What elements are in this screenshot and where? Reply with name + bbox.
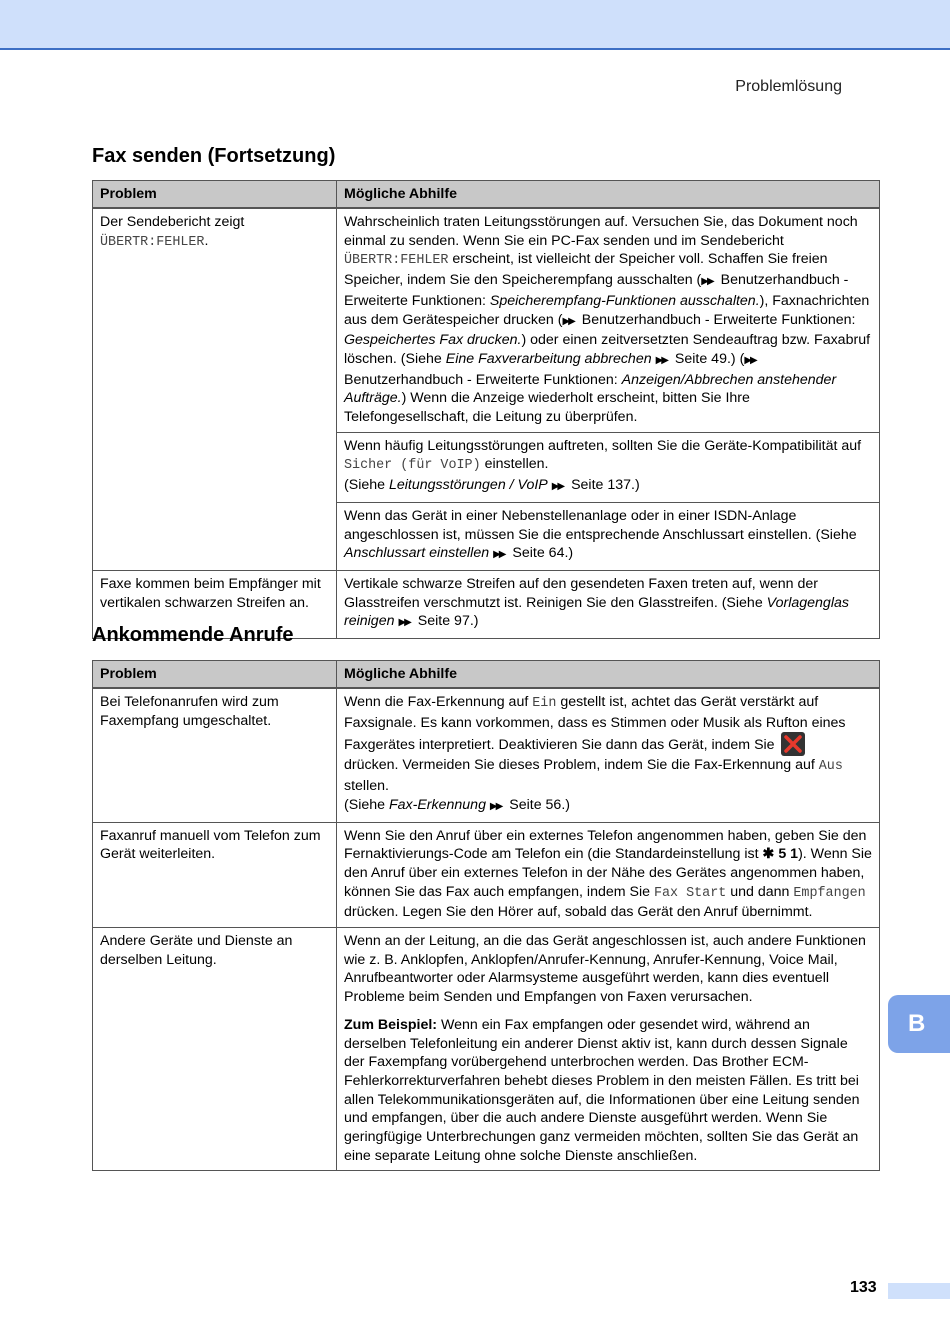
reference-link[interactable]: Anzeigen/Abbrechen anstehender Aufträge.: [344, 371, 837, 407]
double-arrow-icon: ▶▶: [493, 549, 505, 561]
lcd-message: ÜBERTR:FEHLER: [100, 234, 205, 250]
remedy-text: Seite 97.): [417, 613, 479, 630]
remedy-paragraph: Wenn an der Leitung, an die das Gerät angeschlossen ist, auch andere Funktionen wie z. B. Anklopfen, Anklopfen/Anrufer-Kennung, Anrufer-Kennung, Voice Mail, Anrufbeantworter oder Alarmsysteme ausgeführt werden, kann dies eventuell Probleme beim Senden und Empfangen von Faxen verursachen.: [344, 933, 866, 1006]
remedy-text: drücken. Legen Sie den Hörer auf, sobald das Gerät den Anruf übernimmt.: [344, 904, 813, 921]
double-arrow-icon: ▶▶: [701, 276, 713, 288]
remedy-cell: [337, 570, 880, 638]
remedy-text: Seite 137.): [571, 477, 640, 494]
remedy-text: drücken. Vermeiden Sie dieses Problem, indem Sie die Fax-Erkennung auf: [344, 757, 815, 774]
remedy-text: erscheint, ist vielleicht der Speicher voll. Schaffen Sie freien Speicher, indem Sie den Speicherempfang ausschalten (: [344, 251, 828, 289]
remedy-text: Benutzerhandbuch - Erweiterte Funktionen:: [581, 311, 856, 328]
example-label: Zum Beispiel:: [344, 1016, 438, 1033]
problem-cell: Bei Telefonanrufen wird zum Faxempfang umgeschaltet.: [93, 688, 337, 822]
remedy-text: Benutzerhandbuch - Erweiterte Funktionen:: [344, 272, 849, 309]
remedy-text: Wenn die Fax-Erkennung auf: [344, 694, 529, 710]
reference-link[interactable]: Gespeichertes Fax drucken.: [344, 332, 522, 349]
reference-link[interactable]: Vorlagenglas reinigen: [344, 594, 849, 630]
remedy-text: Seite 64.): [512, 545, 574, 562]
reference-link[interactable]: Eine Faxverarbeitung abbrechen: [445, 350, 652, 367]
setting-value: Ein: [532, 696, 557, 711]
page-number: 133: [850, 1279, 877, 1296]
reference-link[interactable]: Speicherempfang-Funktionen ausschalten.: [489, 292, 760, 309]
column-header-problem: Problem: [93, 181, 337, 209]
section-title-fax-senden: Fax senden (Fortsetzung): [92, 145, 336, 167]
remedy-text: Wahrscheinlich traten Leitungsstörungen auf. Versuchen Sie, das Dokument noch einmal zu senden. Wenn Sie ein PC-Fax senden und im Sendebericht: [344, 214, 858, 249]
remedy-text: (Siehe: [344, 796, 386, 813]
troubleshooting-table-ankommende-anrufe: [92, 660, 880, 1171]
button-name: Empfangen: [793, 885, 866, 901]
activation-code: ✱ 5 1: [762, 846, 799, 863]
remedy-text: einstellen.: [484, 456, 549, 473]
remedy-cell: [337, 208, 880, 432]
remedy-paragraph: [344, 1016, 872, 1166]
reference-link[interactable]: Fax-Erkennung: [388, 796, 486, 813]
remedy-text: Wenn das Gerät in einer Nebenstellenanlage oder in einer ISDN-Anlage angeschlossen ist, müssen Sie die entsprechende Anschlussart einstellen. (Siehe: [344, 507, 857, 543]
remedy-text: Seite 56.): [509, 796, 570, 813]
running-header: Problemlösung: [735, 78, 842, 95]
column-header-remedy: Mögliche Abhilfe: [337, 181, 880, 209]
problem-cell: Faxe kommen beim Empfänger mit vertikalen schwarzen Streifen an.: [93, 570, 337, 638]
remedy-text: Seite 49.) (: [674, 350, 745, 367]
button-name: Fax Start: [653, 885, 727, 901]
double-arrow-icon: ▶▶: [744, 354, 756, 366]
table-header-row: [93, 181, 880, 209]
table-header-row: [93, 661, 880, 689]
remedy-text: Wenn häufig Leitungsstörungen auftreten, sollten Sie die Geräte-Kompatibilität auf: [344, 437, 862, 454]
double-arrow-icon: ▶▶: [489, 800, 502, 812]
double-arrow-icon: ▶▶: [655, 354, 667, 366]
top-banner: [0, 0, 950, 50]
remedy-cell: [337, 928, 880, 1171]
problem-cell: Der Sendebericht zeigt ÜBERTR:FEHLER.: [93, 208, 337, 570]
reference-link[interactable]: Leitungsstörungen / VoIP: [388, 477, 548, 494]
column-header-problem: Problem: [93, 661, 337, 689]
setting-value: Sicher (für VoIP): [344, 458, 481, 474]
remedy-text: ), Faxnachrichten aus dem Gerätespeicher drucken (: [344, 292, 870, 328]
double-arrow-icon: ▶▶: [551, 481, 564, 493]
column-header-remedy: Mögliche Abhilfe: [337, 661, 880, 689]
remedy-cell: [337, 502, 880, 570]
reference-link[interactable]: Anschlussart einstellen: [344, 545, 490, 562]
table-row: [93, 822, 880, 928]
remedy-cell: [337, 688, 880, 822]
remedy-text: und dann: [730, 883, 790, 900]
remedy-text: Vertikale schwarze Streifen auf den gesendeten Faxen treten auf, wenn der Glasstreifen verschmutzt ist. Reinigen Sie den Glasstreifen. (Siehe: [344, 575, 818, 611]
problem-cell: Faxanruf manuell vom Telefon zum Gerät weiterleiten.: [93, 822, 337, 928]
lcd-message: ÜBERTR:FEHLER: [344, 253, 449, 269]
troubleshooting-table-fax-senden: [92, 180, 880, 639]
remedy-text: Wenn ein Fax empfangen oder gesendet wird, während an derselben Telefonleitung ein anderer Dienst aktiv ist, kann durch dessen Signale der Faxempfang vorübergehend unterbrochen werden. Das Brother ECM-Fehlerkorrekturverfahren behebt dieses Problem in den meisten Fällen. Es tritt bei allen Telekommunikationsgeräten auf, die Informationen über eine Leitung senden und empfangen, über die auch andere Dienste ausgeführt werden. Wenn Sie geringfügige Unterbrechungen ganz vermeiden möchten, sollten Sie das Gerät an eine separate Leitung ohne solche Dienste anschließen.: [344, 1016, 860, 1164]
chapter-tab[interactable]: B: [888, 995, 950, 1053]
remedy-text: (Siehe: [344, 477, 386, 494]
problem-cell: Andere Geräte und Dienste an derselben Leitung.: [93, 928, 337, 1171]
remedy-text: stellen.: [344, 778, 389, 795]
remedy-text: ) oder einen zeitversetzten Sendeauftrag bzw. Faxabruf löschen. (Siehe: [344, 332, 871, 367]
setting-value: Aus: [818, 759, 843, 775]
remedy-text: ). Wenn Sie den Anruf über ein externes Telefon in der Nähe des Gerätes angenommen haben, können Sie das Fax auch empfangen, indem Sie: [344, 846, 872, 900]
page-number-bar: [888, 1283, 950, 1299]
table-row: [93, 928, 880, 1171]
section-title-ankommende-anrufe: Ankommende Anrufe: [92, 624, 294, 646]
remedy-text: Wenn Sie den Anruf über ein externes Telefon angenommen haben, geben Sie den Fernaktivierungs-Code am Telefon ein (die Standardeinstellung ist: [344, 827, 867, 863]
table-row: [93, 688, 880, 822]
remedy-text: ) Wenn die Anzeige wiederholt erscheint, bitten Sie Ihre Telefongesellschaft, die Leitung zu überprüfen.: [344, 390, 750, 426]
table-row: [93, 208, 880, 432]
double-arrow-icon: ▶▶: [398, 617, 410, 629]
remedy-cell: [337, 432, 880, 502]
remedy-cell: [337, 822, 880, 928]
problem-text: Der Sendebericht zeigt: [100, 214, 245, 230]
remedy-text: Benutzerhandbuch - Erweiterte Funktionen:: [344, 371, 618, 388]
double-arrow-icon: ▶▶: [562, 315, 574, 327]
remedy-text: gestellt ist, achtet das Gerät verstärkt auf Faxsignale. Es kann vorkommen, dass es Stimmen oder Musik als Rufton eines Faxgerätes interpretiert. Deaktivieren Sie dann das Gerät, indem Sie: [344, 694, 846, 754]
stop-exit-icon: [781, 732, 805, 756]
